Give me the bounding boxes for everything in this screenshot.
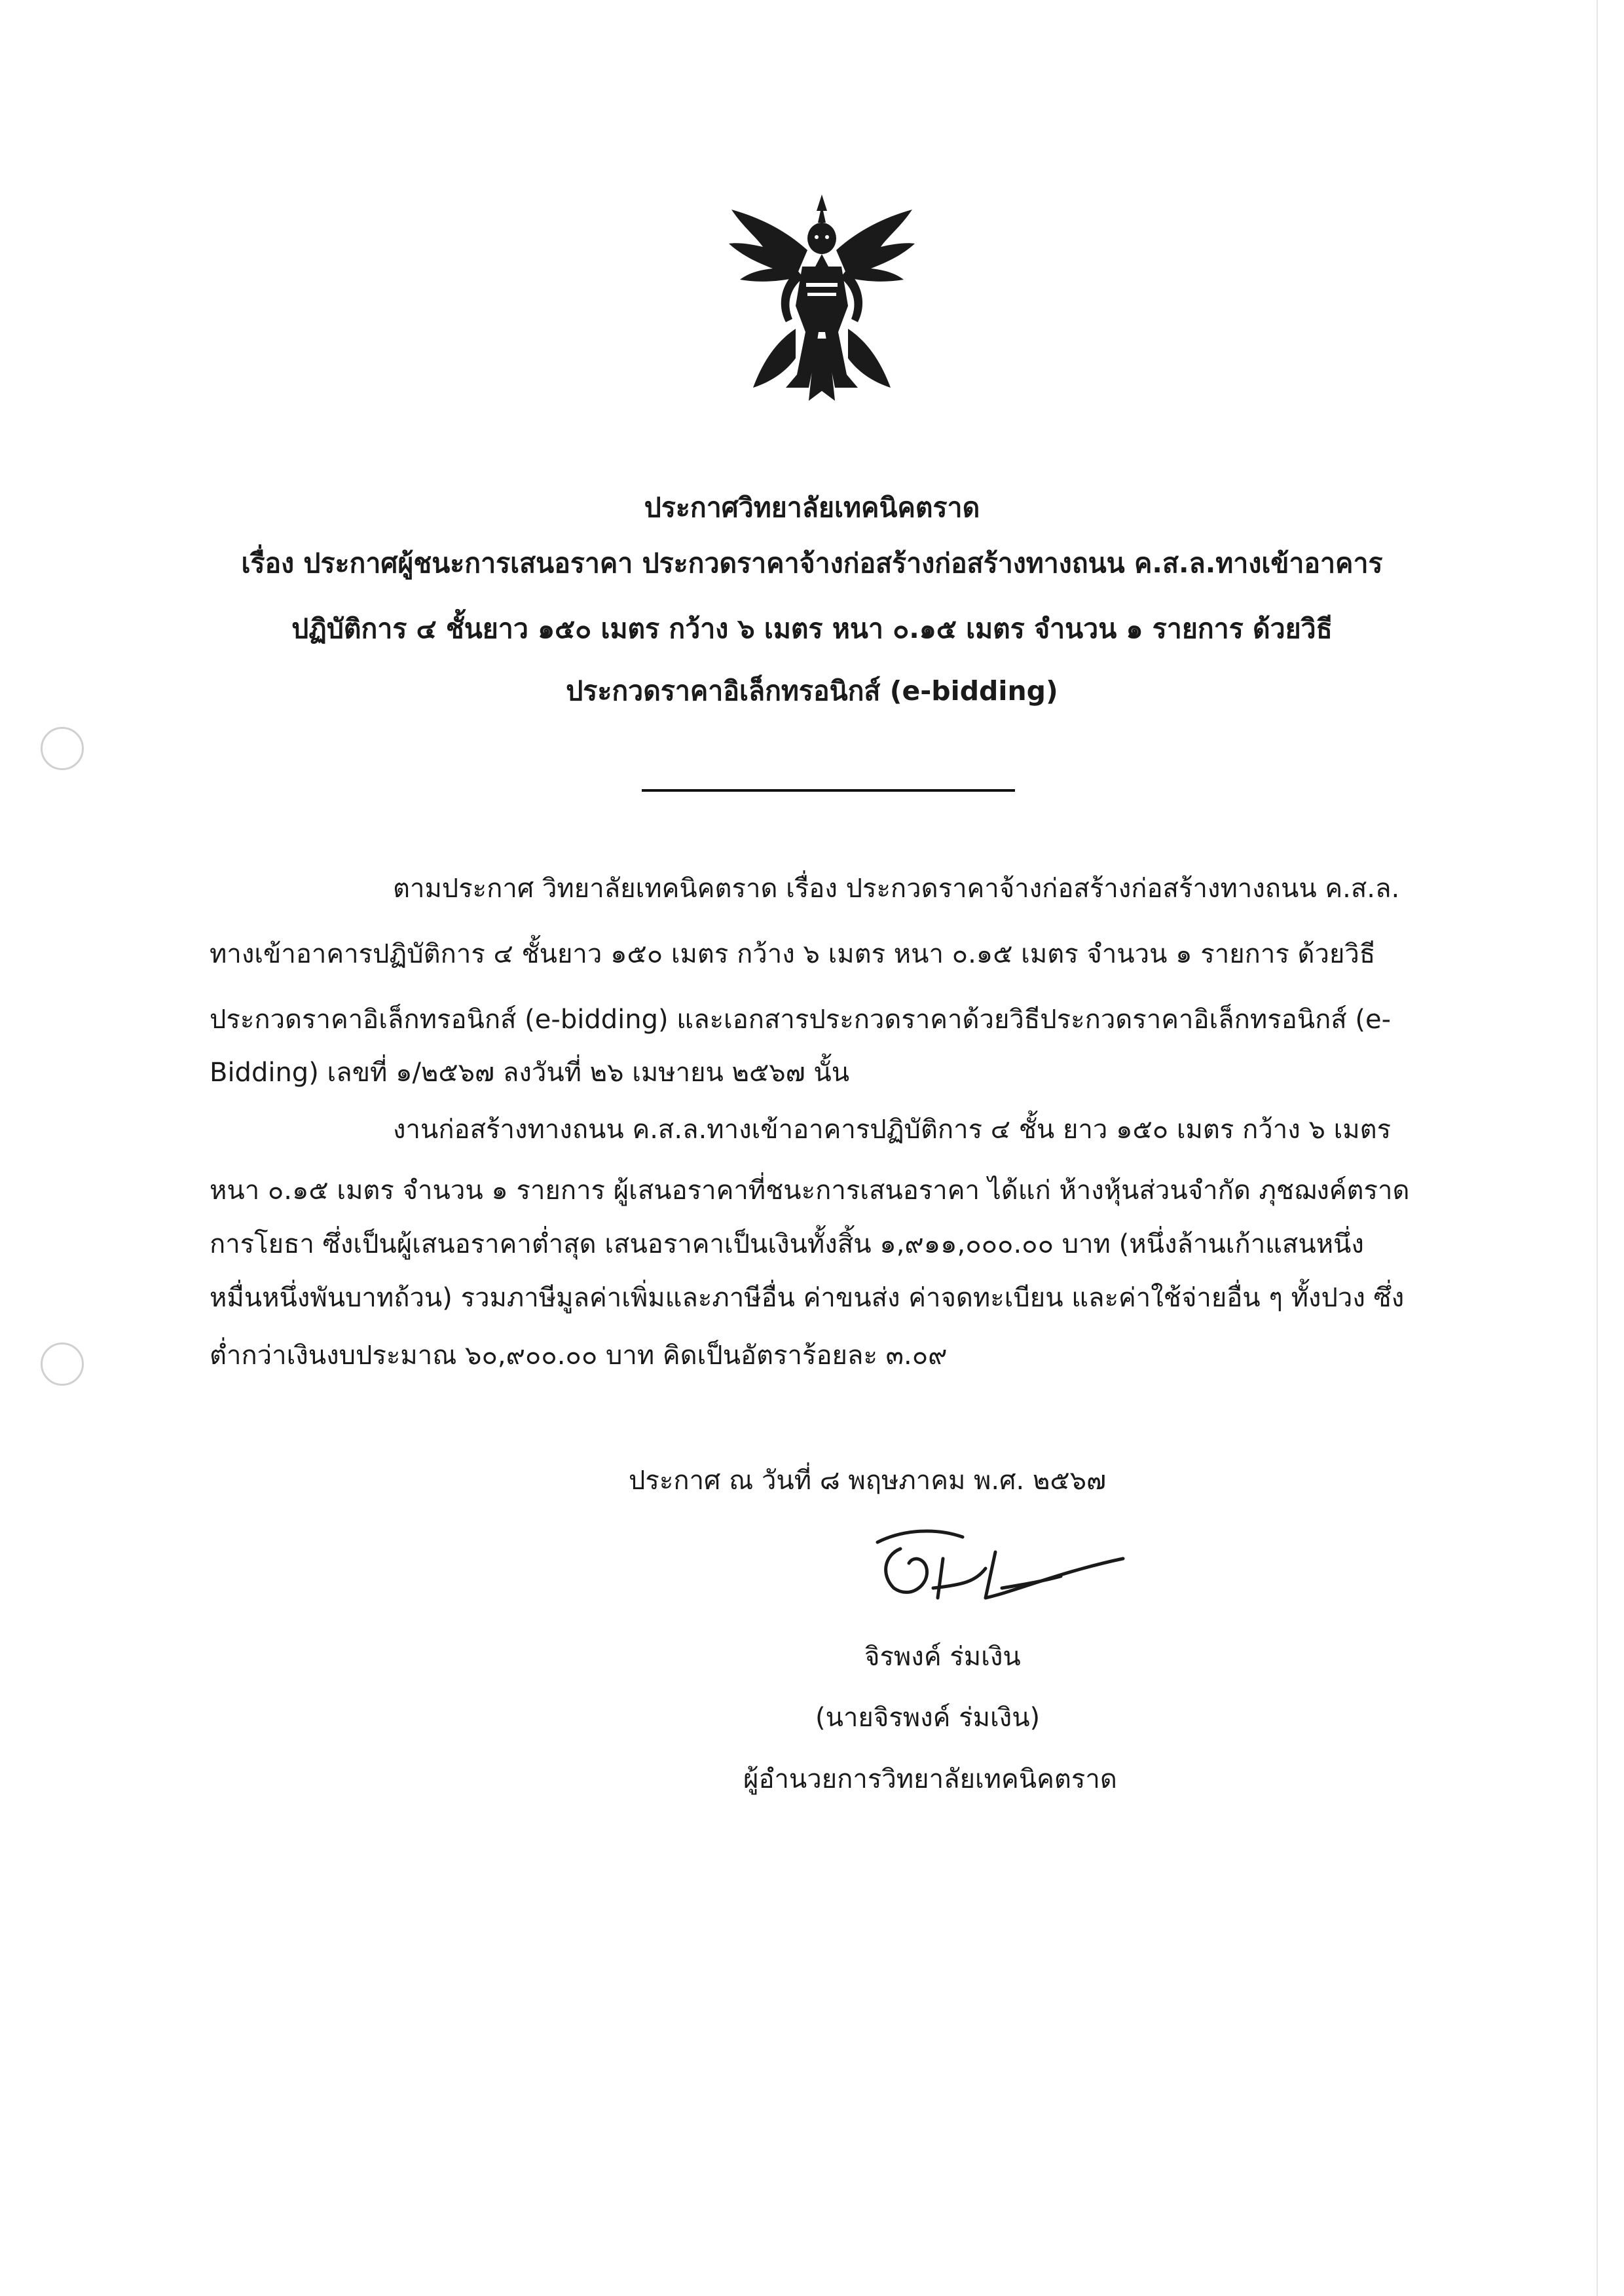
signer-name: จิรพงค์ ร่มเงิน: [864, 1642, 1021, 1672]
punch-hole-mark: [41, 1342, 84, 1386]
paragraph-2-line: การโยธา ซึ่งเป็นผู้เสนอราคาต่ำสุด เสนอราคาเป็นเงินทั้งสิ้น ๑,๙๑๑,๐๐๐.๐๐ บาท (หนึ่งล้านเก้าแสนหนึ่ง: [210, 1229, 1364, 1259]
paragraph-2-line: หนา ๐.๑๕ เมตร จำนวน ๑ รายการ ผู้เสนอราคาที่ชนะการเสนอราคา ได้แก่ ห้างหุ้นส่วนจำกัด ภุชฌงค์ตราด: [210, 1176, 1410, 1206]
garuda-emblem-icon: [724, 191, 920, 407]
announcement-title: ประกาศวิทยาลัยเทคนิคตราด: [644, 492, 980, 523]
signer-full-name: (นายจิรพงค์ ร่มเงิน): [815, 1703, 1041, 1733]
signer-title: ผู้อำนวยการวิทยาลัยเทคนิคตราด: [743, 1764, 1117, 1794]
title-divider: [642, 789, 1015, 792]
paragraph-1-line: Bidding) เลขที่ ๑/๒๕๖๗ ลงวันที่ ๒๖ เมษายน ๒๕๖๗ นั้น: [210, 1058, 850, 1088]
paragraph-2-line: หมื่นหนึ่งพันบาทถ้วน) รวมภาษีมูลค่าเพิ่มและภาษีอื่น ค่าขนส่ง ค่าจดทะเบียน และค่าใช้จ่ายอื่น ๆ ทั้งปวง ซึ่ง: [210, 1283, 1405, 1313]
paragraph-1-line: ประกวดราคาอิเล็กทรอนิกส์ (e-bidding) และเอกสารประกวดราคาด้วยวิธีประกวดราคาอิเล็กทรอนิกส์ (e-: [210, 1005, 1392, 1035]
paragraph-2-line: งานก่อสร้างทางถนน ค.ส.ล.ทางเข้าอาคารปฏิบัติการ ๔ ชั้น ยาว ๑๕๐ เมตร กว้าง ๖ เมตร: [393, 1115, 1392, 1145]
punch-hole-mark: [41, 727, 84, 770]
paragraph-1-line: ตามประกาศ วิทยาลัยเทคนิคตราด เรื่อง ประกวดราคาจ้างก่อสร้างก่อสร้างทางถนน ค.ส.ล.: [393, 874, 1400, 904]
handwritten-signature-icon: [864, 1523, 1139, 1614]
announcement-date: ประกาศ ณ วันที่ ๘ พฤษภาคม พ.ศ. ๒๕๖๗: [629, 1466, 1107, 1496]
paragraph-2-line: ต่ำกว่าเงินงบประมาณ ๖๐,๙๐๐.๐๐ บาท คิดเป็นอัตราร้อยละ ๓.๐๙: [210, 1341, 948, 1371]
scan-edge-line: [1596, 0, 1598, 2296]
announcement-subject-cont: ประกวดราคาอิเล็กทรอนิกส์ (e-bidding): [566, 675, 1058, 707]
paragraph-1-line: ทางเข้าอาคารปฏิบัติการ ๔ ชั้นยาว ๑๕๐ เมตร กว้าง ๖ เมตร หนา ๐.๑๕ เมตร จำนวน ๑ รายการ ด้วยวิธี: [210, 939, 1376, 969]
announcement-subject-cont: ปฏิบัติการ ๔ ชั้นยาว ๑๕๐ เมตร กว้าง ๖ เมตร หนา ๐.๑๕ เมตร จำนวน ๑ รายการ ด้วยวิธี: [291, 613, 1333, 644]
announcement-subject: เรื่อง ประกาศผู้ชนะการเสนอราคา ประกวดราคาจ้างก่อสร้างก่อสร้างทางถนน ค.ส.ล.ทางเข้าอาคาร: [241, 547, 1383, 579]
